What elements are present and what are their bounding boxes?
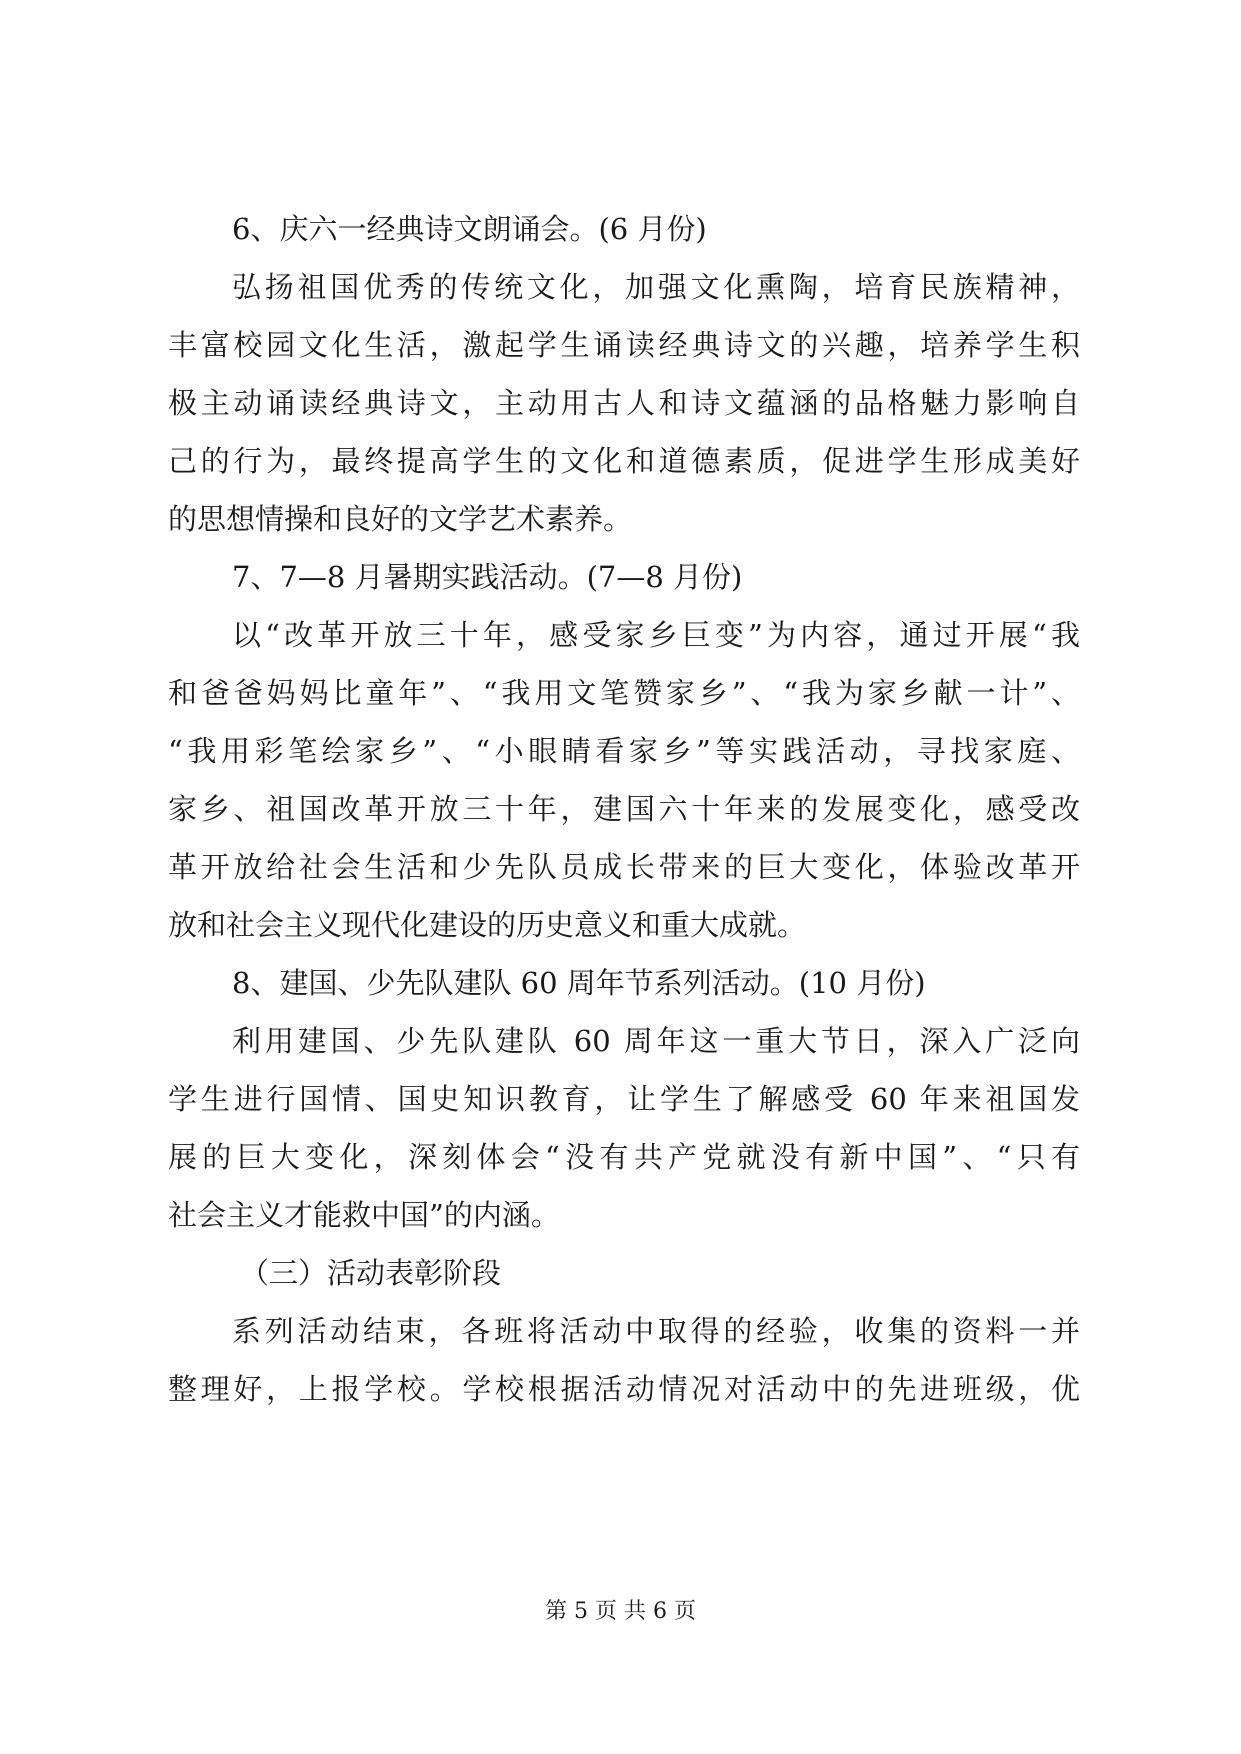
item-heading-8: 8、建国、少先队建队 60 周年节系列活动。(10 月份) <box>232 966 926 1000</box>
paragraph-line: 极主动诵读经典诗文，主动用古人和诗文蕴涵的品格魅力影响自 <box>168 386 1080 420</box>
page-number-footer: 第 5 页 共 6 页 <box>545 1599 696 1624</box>
paragraph-line: 以“改革开放三十年，感受家乡巨变”为内容，通过开展“我 <box>232 618 1080 652</box>
paragraph-line: 己的行为，最终提高学生的文化和道德素质，促进学生形成美好 <box>168 444 1080 478</box>
paragraph-line: 和爸爸妈妈比童年”、“我用文笔赞家乡”、“我为家乡献一计”、 <box>168 676 1080 710</box>
paragraph-line: 的思想情操和良好的文学艺术素养。 <box>168 502 633 536</box>
paragraph-line: 弘扬祖国优秀的传统文化，加强文化熏陶，培育民族精神， <box>232 270 1080 304</box>
paragraph-line: “我用彩笔绘家乡”、“小眼睛看家乡”等实践活动，寻找家庭、 <box>168 734 1080 768</box>
paragraph-line: 学生进行国情、国史知识教育，让学生了解感受 60 年来祖国发 <box>168 1082 1080 1116</box>
paragraph-line: 丰富校园文化生活，激起学生诵读经典诗文的兴趣，培养学生积 <box>168 328 1080 362</box>
section-heading-3: （三）活动表彰阶段 <box>240 1256 502 1290</box>
paragraph-line: 系列活动结束，各班将活动中取得的经验，收集的资料一并 <box>232 1314 1080 1348</box>
paragraph-line: 展的巨大变化，深刻体会“没有共产党就没有新中国”、“只有 <box>168 1140 1080 1174</box>
item-heading-6: 6、庆六一经典诗文朗诵会。(6 月份) <box>232 212 707 246</box>
paragraph-line: 利用建国、少先队建队 60 周年这一重大节日，深入广泛向 <box>232 1024 1080 1058</box>
paragraph-line: 放和社会主义现代化建设的历史意义和重大成就。 <box>168 908 807 942</box>
paragraph-line: 家乡、祖国改革开放三十年，建国六十年来的发展变化，感受改 <box>168 792 1080 826</box>
paragraph-line: 整理好，上报学校。学校根据活动情况对活动中的先进班级，优 <box>168 1372 1080 1406</box>
paragraph-line: 社会主义才能救中国”的内涵。 <box>168 1198 560 1232</box>
paragraph-line: 革开放给社会生活和少先队员成长带来的巨大变化，体验改革开 <box>168 850 1080 884</box>
item-heading-7: 7、7—8 月暑期实践活动。(7—8 月份) <box>232 560 743 594</box>
